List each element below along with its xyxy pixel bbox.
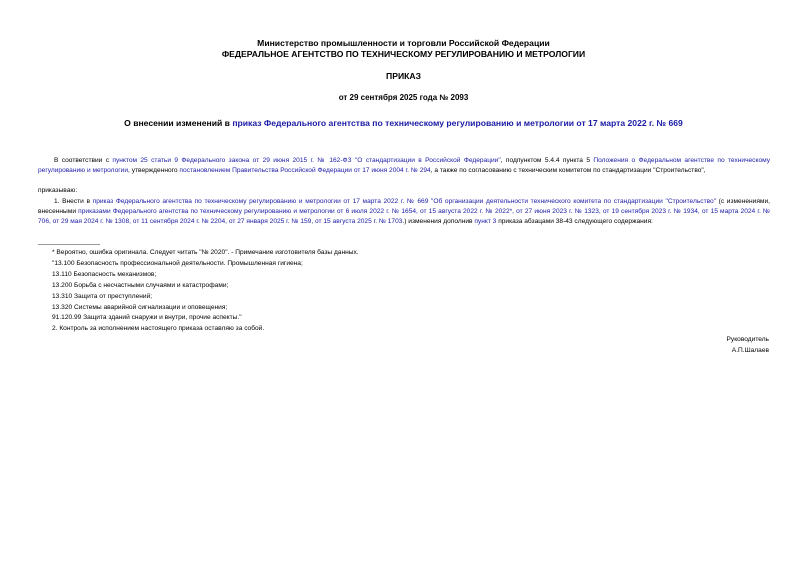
title-link[interactable]: приказ Федерального агентства по техническому регулированию и метрологии от 17 марта 2022 г. № 669 bbox=[232, 118, 683, 128]
para1-text-3: , утвержденного bbox=[128, 167, 180, 174]
ministry-heading: Министерство промышленности и торговли Российской Федерации bbox=[257, 38, 550, 48]
para1-text-2: , подпунктом 5.4.4 пункта 5 bbox=[500, 157, 594, 164]
order-669-link[interactable]: приказ Федерального агентства по техническому регулированию и метрологии от 17 марта 2022 г. № 669 "Об организации деятельности технического комитета по стандартизации "Строительство" bbox=[92, 198, 717, 205]
para2-text-2: (с изменениями, внесенными bbox=[38, 198, 770, 215]
list-item: 13.110 Безопасность механизмов; bbox=[52, 271, 157, 278]
paragraph-basis bbox=[38, 156, 770, 176]
document-date-number: от 29 сентября 2025 года № 2093 bbox=[338, 93, 469, 102]
signature-role: Руководитель bbox=[726, 336, 769, 343]
regulation-link[interactable]: Положения о Федеральном агентстве по техническому регулированию и метрологии bbox=[38, 157, 771, 174]
para1-text-1: В соответствии с bbox=[54, 157, 113, 164]
list-item: 91.120.99 Защита зданий снаружи и внутри, прочие аспекты." bbox=[52, 314, 242, 321]
signature-name: А.П.Шалаев bbox=[731, 347, 769, 354]
list-item: 13.310 Защита от преступлений; bbox=[52, 293, 153, 300]
amending-orders-link[interactable]: приказами Федерального агентства по техническому регулированию и метрологии от 6 июля 2022 г. № 1654, от 15 августа 2022 г. № 2022*, от 27 июня 2023 г. № 1323, от 19 сентября 2023 г. № 1934, от 15 марта 2024 г. № 706, от 29 мая 2024 г. № 1308, от 11 сентября 2024 г. № 2204, от 27 января 2025 г. № 159, от 15 августа 2025 г. № 1703 bbox=[38, 208, 770, 225]
footnote-note: * Вероятно, ошибка оригинала. Следует читать "№ 2020". - Примечание изготовителя базы данных. bbox=[52, 249, 359, 256]
para2-text-4: приказа абзацами 38-43 следующего содержания: bbox=[496, 218, 653, 225]
point-3-link[interactable]: пункт 3 bbox=[474, 218, 497, 225]
title-prefix: О внесении изменений в bbox=[124, 118, 233, 128]
orders-word: приказываю: bbox=[38, 187, 78, 194]
para2-text-1: 1. Внести в bbox=[54, 198, 93, 205]
list-item: 13.200 Борьба с несчастными случаями и катастрофами; bbox=[52, 282, 229, 289]
list-item: 13.320 Системы аварийной сигнализации и оповещения; bbox=[52, 304, 228, 311]
document-type: ПРИКАЗ bbox=[386, 71, 421, 81]
agency-heading: ФЕДЕРАЛЬНОЕ АГЕНТСТВО ПО ТЕХНИЧЕСКОМУ РЕГУЛИРОВАНИЮ И МЕТРОЛОГИИ bbox=[221, 49, 586, 59]
footnote-divider bbox=[38, 244, 100, 245]
law-link[interactable]: пунктом 25 статьи 9 Федерального закона от 29 июня 2015 г. № 162-ФЗ "О стандартизации в Российской Федерации" bbox=[112, 157, 501, 164]
para1-text-4: , а также по согласованию с техническим комитетом по стандартизации "Строительство", bbox=[430, 167, 706, 174]
list-item: "13.100 Безопасность профессиональной деятельности. Промышленная гигиена; bbox=[52, 260, 303, 267]
paragraph-amendment bbox=[38, 197, 770, 227]
decree-link[interactable]: постановлением Правительства Российской Федерации от 17 июня 2004 г. № 294 bbox=[179, 167, 431, 174]
document-title bbox=[0, 118, 807, 129]
para2-text-3: .) изменения дополнив bbox=[402, 218, 475, 225]
control-clause: 2. Контроль за исполнением настоящего приказа оставляю за собой. bbox=[52, 325, 265, 332]
